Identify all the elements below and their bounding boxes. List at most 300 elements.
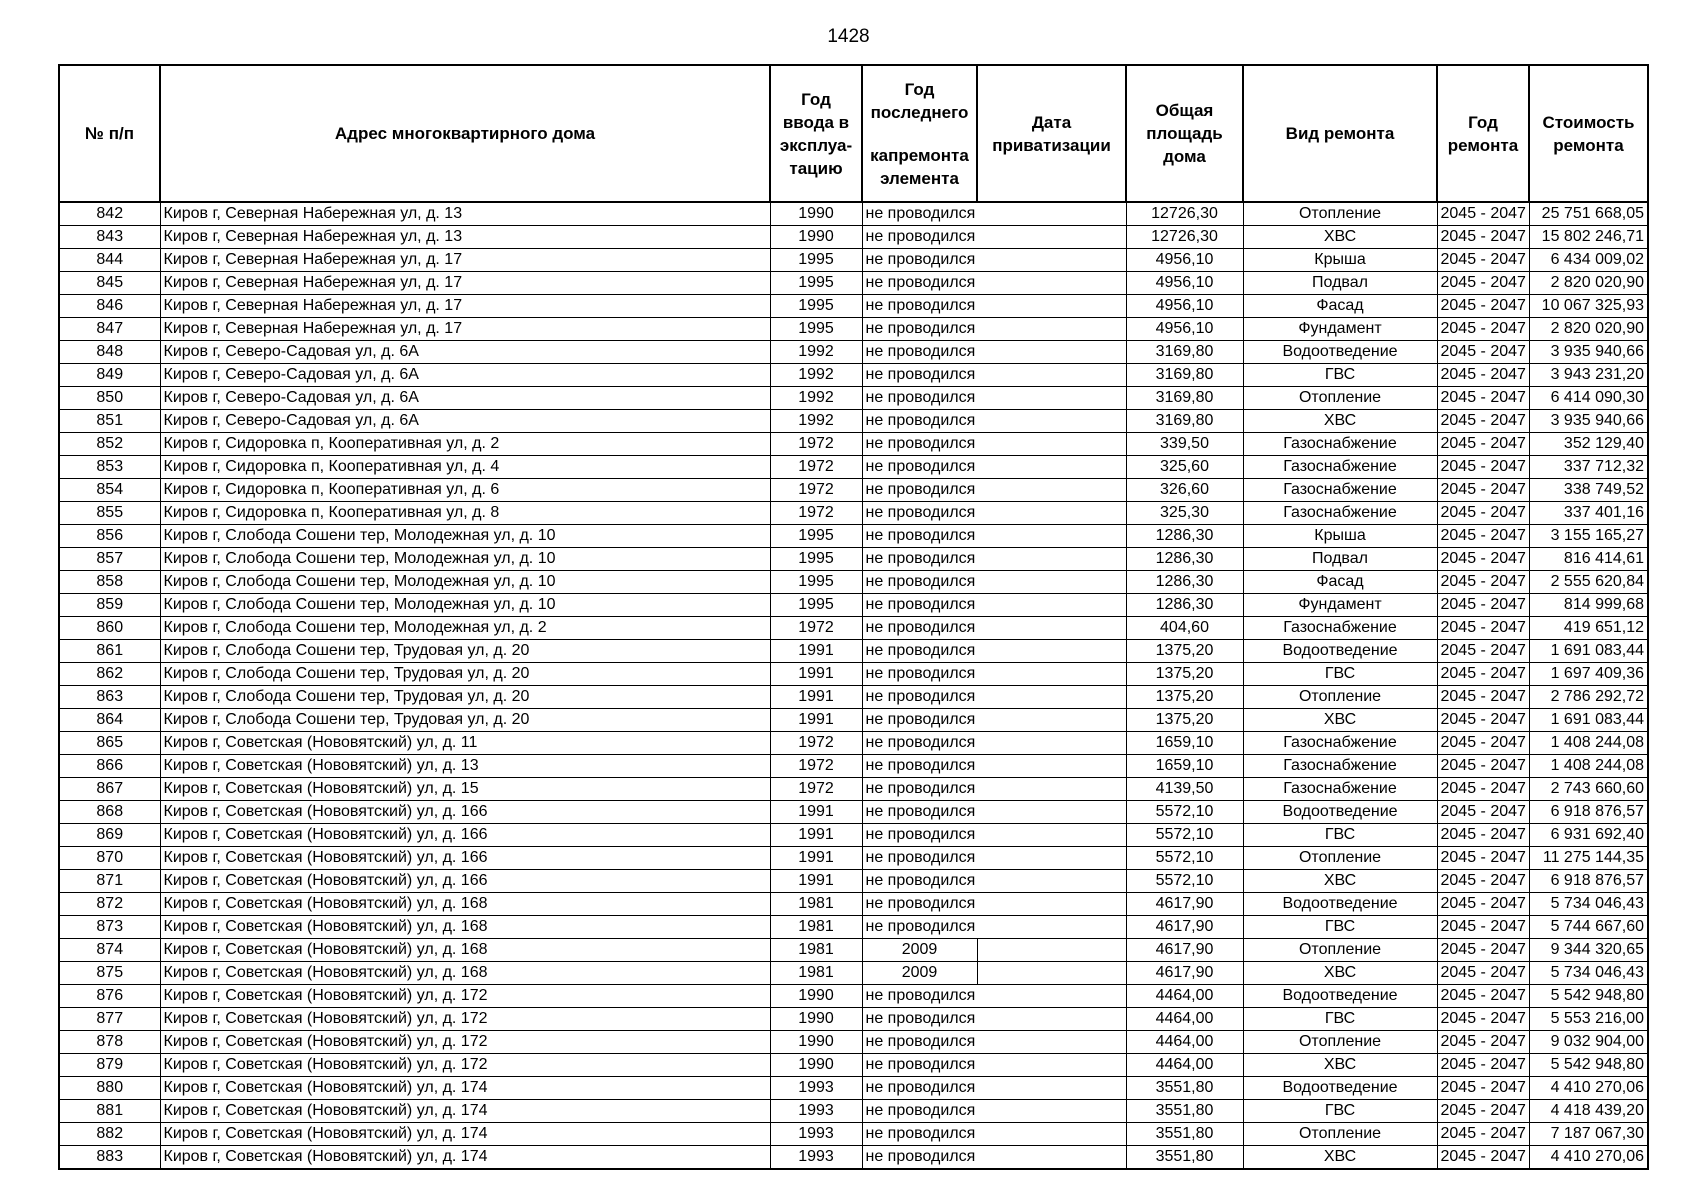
cell-repair-year: 2045 - 2047: [1437, 479, 1529, 502]
cell-repair-type: Водоотведение: [1243, 985, 1437, 1008]
cell-repair-type: Газоснабжение: [1243, 433, 1437, 456]
cell-repair-type: ХВС: [1243, 1146, 1437, 1170]
table-row: [59, 709, 1648, 732]
cell-privatization: [977, 985, 1126, 1008]
table-row: [59, 341, 1648, 364]
cell-year-built: 1995: [770, 318, 862, 341]
cell-repair-cost: 6 918 876,57: [1529, 870, 1648, 893]
cell-repair-cost: 816 414,61: [1529, 548, 1648, 571]
cell-last-repair: не проводился: [862, 1054, 977, 1077]
cell-repair-type: Водоотведение: [1243, 341, 1437, 364]
header-num: № п/п: [59, 65, 160, 202]
cell-repair-type: Отопление: [1243, 847, 1437, 870]
table-row: [59, 1054, 1648, 1077]
cell-address: Киров г, Слобода Сошени тер, Трудовая ул, д. 20: [160, 640, 770, 663]
cell-repair-cost: 9 344 320,65: [1529, 939, 1648, 962]
cell-last-repair: не проводился: [862, 847, 977, 870]
cell-repair-cost: 5 553 216,00: [1529, 1008, 1648, 1031]
cell-area: 4464,00: [1126, 1008, 1243, 1031]
cell-address: Киров г, Советская (Нововятский) ул, д. 166: [160, 870, 770, 893]
cell-repair-year: 2045 - 2047: [1437, 410, 1529, 433]
cell-privatization: [977, 387, 1126, 410]
cell-num: 872: [59, 893, 160, 916]
cell-repair-cost: 6 931 692,40: [1529, 824, 1648, 847]
cell-last-repair: не проводился: [862, 732, 977, 755]
cell-last-repair: не проводился: [862, 1077, 977, 1100]
cell-repair-type: ГВС: [1243, 663, 1437, 686]
cell-repair-type: Отопление: [1243, 202, 1437, 226]
cell-repair-type: Водоотведение: [1243, 801, 1437, 824]
cell-year-built: 1992: [770, 410, 862, 433]
cell-num: 865: [59, 732, 160, 755]
cell-area: 4617,90: [1126, 962, 1243, 985]
cell-year-built: 1990: [770, 1054, 862, 1077]
cell-address: Киров г, Слобода Сошени тер, Молодежная ул, д. 10: [160, 594, 770, 617]
cell-privatization: [977, 226, 1126, 249]
cell-last-repair: не проводился: [862, 801, 977, 824]
cell-last-repair: не проводился: [862, 249, 977, 272]
cell-area: 5572,10: [1126, 847, 1243, 870]
cell-year-built: 1993: [770, 1146, 862, 1170]
cell-address: Киров г, Слобода Сошени тер, Молодежная ул, д. 2: [160, 617, 770, 640]
cell-privatization: [977, 1100, 1126, 1123]
cell-repair-type: Газоснабжение: [1243, 502, 1437, 525]
cell-repair-type: ХВС: [1243, 226, 1437, 249]
cell-num: 877: [59, 1008, 160, 1031]
table-row: [59, 847, 1648, 870]
cell-year-built: 1981: [770, 916, 862, 939]
cell-repair-cost: 2 820 020,90: [1529, 318, 1648, 341]
cell-last-repair: не проводился: [862, 1123, 977, 1146]
cell-last-repair: не проводился: [862, 548, 977, 571]
cell-repair-type: Фундамент: [1243, 318, 1437, 341]
cell-repair-cost: 5 734 046,43: [1529, 962, 1648, 985]
cell-num: 843: [59, 226, 160, 249]
cell-repair-year: 2045 - 2047: [1437, 272, 1529, 295]
cell-num: 883: [59, 1146, 160, 1170]
cell-privatization: [977, 870, 1126, 893]
header-last-repair-bottom: капремонта элемента: [870, 145, 969, 188]
cell-privatization: [977, 548, 1126, 571]
cell-address: Киров г, Северная Набережная ул, д. 17: [160, 272, 770, 295]
cell-address: Киров г, Советская (Нововятский) ул, д. 174: [160, 1077, 770, 1100]
cell-repair-cost: 7 187 067,30: [1529, 1123, 1648, 1146]
cell-area: 325,60: [1126, 456, 1243, 479]
cell-area: 325,30: [1126, 502, 1243, 525]
cell-area: 1375,20: [1126, 709, 1243, 732]
cell-area: 4956,10: [1126, 249, 1243, 272]
cell-num: 875: [59, 962, 160, 985]
cell-repair-year: 2045 - 2047: [1437, 870, 1529, 893]
cell-year-built: 1992: [770, 364, 862, 387]
table-row: [59, 663, 1648, 686]
header-year-built: Год ввода в эксплуа-тацию: [770, 65, 862, 202]
cell-repair-type: Отопление: [1243, 1031, 1437, 1054]
cell-repair-year: 2045 - 2047: [1437, 916, 1529, 939]
cell-num: 880: [59, 1077, 160, 1100]
cell-privatization: [977, 847, 1126, 870]
cell-last-repair: не проводился: [862, 870, 977, 893]
cell-area: 4956,10: [1126, 272, 1243, 295]
cell-year-built: 1992: [770, 341, 862, 364]
cell-num: 847: [59, 318, 160, 341]
cell-area: 1286,30: [1126, 571, 1243, 594]
cell-address: Киров г, Слобода Сошени тер, Молодежная ул, д. 10: [160, 571, 770, 594]
cell-repair-year: 2045 - 2047: [1437, 1031, 1529, 1054]
cell-area: 1659,10: [1126, 732, 1243, 755]
table-row: [59, 686, 1648, 709]
cell-repair-cost: 2 743 660,60: [1529, 778, 1648, 801]
cell-year-built: 1972: [770, 778, 862, 801]
cell-repair-year: 2045 - 2047: [1437, 778, 1529, 801]
cell-repair-year: 2045 - 2047: [1437, 341, 1529, 364]
cell-repair-type: ГВС: [1243, 1100, 1437, 1123]
cell-year-built: 1991: [770, 824, 862, 847]
cell-area: 5572,10: [1126, 824, 1243, 847]
cell-last-repair: не проводился: [862, 1008, 977, 1031]
cell-repair-year: 2045 - 2047: [1437, 318, 1529, 341]
cell-year-built: 1981: [770, 939, 862, 962]
cell-address: Киров г, Советская (Нововятский) ул, д. 174: [160, 1146, 770, 1170]
cell-num: 876: [59, 985, 160, 1008]
cell-repair-cost: 2 555 620,84: [1529, 571, 1648, 594]
cell-repair-year: 2045 - 2047: [1437, 1077, 1529, 1100]
cell-address: Киров г, Северная Набережная ул, д. 17: [160, 249, 770, 272]
cell-privatization: [977, 202, 1126, 226]
table-row: [59, 617, 1648, 640]
cell-address: Киров г, Северная Набережная ул, д. 13: [160, 202, 770, 226]
cell-address: Киров г, Слобода Сошени тер, Трудовая ул, д. 20: [160, 686, 770, 709]
table-row: [59, 479, 1648, 502]
cell-year-built: 1990: [770, 226, 862, 249]
cell-repair-cost: 5 542 948,80: [1529, 1054, 1648, 1077]
cell-repair-year: 2045 - 2047: [1437, 663, 1529, 686]
cell-privatization: [977, 640, 1126, 663]
cell-area: 3551,80: [1126, 1146, 1243, 1170]
cell-repair-cost: 6 434 009,02: [1529, 249, 1648, 272]
cell-last-repair: не проводился: [862, 456, 977, 479]
cell-area: 12726,30: [1126, 226, 1243, 249]
cell-privatization: [977, 962, 1126, 985]
cell-repair-cost: 3 943 231,20: [1529, 364, 1648, 387]
table-row: [59, 295, 1648, 318]
table-row: [59, 755, 1648, 778]
cell-area: 3551,80: [1126, 1123, 1243, 1146]
cell-last-repair: не проводился: [862, 1146, 977, 1170]
cell-repair-year: 2045 - 2047: [1437, 548, 1529, 571]
cell-privatization: [977, 295, 1126, 318]
cell-num: 854: [59, 479, 160, 502]
cell-num: 856: [59, 525, 160, 548]
cell-privatization: [977, 318, 1126, 341]
cell-last-repair: не проводился: [862, 479, 977, 502]
repair-schedule-table: [58, 64, 1649, 1170]
cell-repair-cost: 4 410 270,06: [1529, 1146, 1648, 1170]
cell-repair-cost: 5 734 046,43: [1529, 893, 1648, 916]
header-repair-cost: Стоимость ремонта: [1529, 65, 1648, 202]
header-last-repair-year: [862, 65, 977, 202]
cell-last-repair: не проводился: [862, 387, 977, 410]
cell-repair-type: Крыша: [1243, 249, 1437, 272]
cell-num: 842: [59, 202, 160, 226]
header-privatization-date: Дата приватизации: [977, 65, 1126, 202]
cell-privatization: [977, 479, 1126, 502]
cell-year-built: 1993: [770, 1100, 862, 1123]
cell-repair-cost: 2 786 292,72: [1529, 686, 1648, 709]
table-row: [59, 939, 1648, 962]
cell-area: 4617,90: [1126, 893, 1243, 916]
cell-privatization: [977, 663, 1126, 686]
cell-repair-year: 2045 - 2047: [1437, 962, 1529, 985]
cell-privatization: [977, 502, 1126, 525]
cell-repair-cost: 4 418 439,20: [1529, 1100, 1648, 1123]
cell-area: 4139,50: [1126, 778, 1243, 801]
cell-repair-type: Газоснабжение: [1243, 755, 1437, 778]
cell-year-built: 1991: [770, 663, 862, 686]
cell-year-built: 1991: [770, 686, 862, 709]
cell-num: 867: [59, 778, 160, 801]
cell-privatization: [977, 1077, 1126, 1100]
cell-privatization: [977, 755, 1126, 778]
cell-year-built: 1991: [770, 847, 862, 870]
table-row: [59, 985, 1648, 1008]
cell-year-built: 1993: [770, 1077, 862, 1100]
cell-area: 1286,30: [1126, 548, 1243, 571]
cell-last-repair: не проводился: [862, 640, 977, 663]
cell-area: 339,50: [1126, 433, 1243, 456]
cell-year-built: 1990: [770, 985, 862, 1008]
cell-num: 844: [59, 249, 160, 272]
cell-privatization: [977, 571, 1126, 594]
cell-address: Киров г, Советская (Нововятский) ул, д. 13: [160, 755, 770, 778]
cell-repair-type: Отопление: [1243, 686, 1437, 709]
cell-num: 882: [59, 1123, 160, 1146]
cell-address: Киров г, Северная Набережная ул, д. 13: [160, 226, 770, 249]
table-row: [59, 456, 1648, 479]
cell-repair-cost: 1 408 244,08: [1529, 755, 1648, 778]
cell-area: 1286,30: [1126, 525, 1243, 548]
cell-last-repair: не проводился: [862, 318, 977, 341]
table-row: [59, 778, 1648, 801]
cell-privatization: [977, 433, 1126, 456]
table-body: [59, 202, 1648, 1169]
cell-repair-type: ХВС: [1243, 1054, 1437, 1077]
cell-address: Киров г, Сидоровка п, Кооперативная ул, д. 8: [160, 502, 770, 525]
cell-address: Киров г, Северная Набережная ул, д. 17: [160, 318, 770, 341]
cell-repair-type: ГВС: [1243, 916, 1437, 939]
cell-privatization: [977, 1008, 1126, 1031]
cell-area: 4956,10: [1126, 295, 1243, 318]
table-row: [59, 962, 1648, 985]
cell-repair-year: 2045 - 2047: [1437, 1054, 1529, 1077]
table-row: [59, 433, 1648, 456]
cell-address: Киров г, Северо-Садовая ул, д. 6А: [160, 387, 770, 410]
cell-num: 858: [59, 571, 160, 594]
cell-last-repair: не проводился: [862, 1031, 977, 1054]
cell-repair-year: 2045 - 2047: [1437, 1123, 1529, 1146]
cell-last-repair: 2009: [862, 962, 977, 985]
cell-privatization: [977, 939, 1126, 962]
cell-repair-year: 2045 - 2047: [1437, 847, 1529, 870]
cell-privatization: [977, 686, 1126, 709]
header-address: Адрес многоквартирного дома: [160, 65, 770, 202]
table-row: [59, 571, 1648, 594]
cell-last-repair: не проводился: [862, 663, 977, 686]
cell-num: 862: [59, 663, 160, 686]
cell-repair-cost: 11 275 144,35: [1529, 847, 1648, 870]
cell-last-repair: не проводился: [862, 755, 977, 778]
cell-last-repair: не проводился: [862, 1100, 977, 1123]
cell-privatization: [977, 456, 1126, 479]
cell-repair-cost: 338 749,52: [1529, 479, 1648, 502]
cell-year-built: 1995: [770, 272, 862, 295]
cell-privatization: [977, 1123, 1126, 1146]
cell-repair-type: Крыша: [1243, 525, 1437, 548]
cell-last-repair: не проводился: [862, 364, 977, 387]
header-repair-year: Год ремонта: [1437, 65, 1529, 202]
cell-repair-cost: 1 691 083,44: [1529, 709, 1648, 732]
cell-repair-year: 2045 - 2047: [1437, 387, 1529, 410]
cell-address: Киров г, Советская (Нововятский) ул, д. 166: [160, 801, 770, 824]
cell-repair-year: 2045 - 2047: [1437, 801, 1529, 824]
cell-address: Киров г, Слобода Сошени тер, Молодежная ул, д. 10: [160, 548, 770, 571]
cell-num: 869: [59, 824, 160, 847]
cell-repair-year: 2045 - 2047: [1437, 502, 1529, 525]
cell-repair-cost: 5 744 667,60: [1529, 916, 1648, 939]
cell-repair-year: 2045 - 2047: [1437, 824, 1529, 847]
cell-area: 5572,10: [1126, 801, 1243, 824]
cell-repair-type: Газоснабжение: [1243, 479, 1437, 502]
cell-address: Киров г, Советская (Нововятский) ул, д. 172: [160, 1008, 770, 1031]
table-row: [59, 387, 1648, 410]
cell-year-built: 1972: [770, 456, 862, 479]
cell-year-built: 1972: [770, 617, 862, 640]
cell-area: 1286,30: [1126, 594, 1243, 617]
cell-privatization: [977, 1146, 1126, 1170]
cell-privatization: [977, 364, 1126, 387]
cell-last-repair: не проводился: [862, 272, 977, 295]
cell-repair-cost: 6 918 876,57: [1529, 801, 1648, 824]
table-row: [59, 249, 1648, 272]
table-row: [59, 732, 1648, 755]
page-number: 1428: [827, 26, 870, 47]
cell-year-built: 1972: [770, 755, 862, 778]
cell-repair-year: 2045 - 2047: [1437, 1008, 1529, 1031]
cell-privatization: [977, 617, 1126, 640]
cell-area: 4464,00: [1126, 1054, 1243, 1077]
cell-repair-year: 2045 - 2047: [1437, 456, 1529, 479]
table-row: [59, 893, 1648, 916]
cell-repair-year: 2045 - 2047: [1437, 202, 1529, 226]
cell-repair-cost: 337 401,16: [1529, 502, 1648, 525]
cell-num: 845: [59, 272, 160, 295]
cell-repair-type: Газоснабжение: [1243, 617, 1437, 640]
cell-area: 3551,80: [1126, 1100, 1243, 1123]
cell-repair-year: 2045 - 2047: [1437, 617, 1529, 640]
cell-privatization: [977, 893, 1126, 916]
cell-num: 861: [59, 640, 160, 663]
cell-repair-year: 2045 - 2047: [1437, 755, 1529, 778]
cell-privatization: [977, 709, 1126, 732]
cell-area: 326,60: [1126, 479, 1243, 502]
cell-num: 868: [59, 801, 160, 824]
table-row: [59, 272, 1648, 295]
cell-repair-cost: 419 651,12: [1529, 617, 1648, 640]
cell-num: 850: [59, 387, 160, 410]
cell-year-built: 1991: [770, 709, 862, 732]
cell-address: Киров г, Советская (Нововятский) ул, д. 168: [160, 939, 770, 962]
cell-repair-year: 2045 - 2047: [1437, 364, 1529, 387]
cell-privatization: [977, 410, 1126, 433]
cell-num: 857: [59, 548, 160, 571]
cell-privatization: [977, 916, 1126, 939]
cell-num: 864: [59, 709, 160, 732]
cell-repair-year: 2045 - 2047: [1437, 640, 1529, 663]
cell-year-built: 1972: [770, 502, 862, 525]
cell-last-repair: не проводился: [862, 226, 977, 249]
cell-num: 874: [59, 939, 160, 962]
cell-repair-year: 2045 - 2047: [1437, 226, 1529, 249]
cell-area: 3169,80: [1126, 387, 1243, 410]
cell-area: 404,60: [1126, 617, 1243, 640]
cell-repair-year: 2045 - 2047: [1437, 594, 1529, 617]
table-row: [59, 594, 1648, 617]
cell-last-repair: не проводился: [862, 594, 977, 617]
cell-address: Киров г, Северная Набережная ул, д. 17: [160, 295, 770, 318]
cell-area: 3169,80: [1126, 364, 1243, 387]
cell-address: Киров г, Советская (Нововятский) ул, д. 166: [160, 847, 770, 870]
cell-num: 866: [59, 755, 160, 778]
cell-last-repair: не проводился: [862, 525, 977, 548]
cell-year-built: 1995: [770, 548, 862, 571]
table-row: [59, 410, 1648, 433]
table-row: [59, 1146, 1648, 1170]
table-row: [59, 525, 1648, 548]
cell-repair-type: Водоотведение: [1243, 1077, 1437, 1100]
cell-repair-cost: 814 999,68: [1529, 594, 1648, 617]
cell-last-repair: не проводился: [862, 571, 977, 594]
cell-repair-type: Отопление: [1243, 1123, 1437, 1146]
cell-repair-type: Водоотведение: [1243, 893, 1437, 916]
table-row: [59, 824, 1648, 847]
cell-last-repair: не проводился: [862, 916, 977, 939]
cell-privatization: [977, 525, 1126, 548]
cell-repair-year: 2045 - 2047: [1437, 1100, 1529, 1123]
cell-num: 851: [59, 410, 160, 433]
cell-privatization: [977, 732, 1126, 755]
cell-repair-cost: 2 820 020,90: [1529, 272, 1648, 295]
cell-address: Киров г, Советская (Нововятский) ул, д. 174: [160, 1100, 770, 1123]
cell-repair-cost: 25 751 668,05: [1529, 202, 1648, 226]
cell-repair-type: Отопление: [1243, 939, 1437, 962]
cell-year-built: 1972: [770, 433, 862, 456]
cell-address: Киров г, Советская (Нововятский) ул, д. 174: [160, 1123, 770, 1146]
cell-address: Киров г, Советская (Нововятский) ул, д. 11: [160, 732, 770, 755]
cell-repair-year: 2045 - 2047: [1437, 433, 1529, 456]
cell-privatization: [977, 1054, 1126, 1077]
cell-address: Киров г, Советская (Нововятский) ул, д. 166: [160, 824, 770, 847]
cell-repair-type: ХВС: [1243, 709, 1437, 732]
cell-num: 849: [59, 364, 160, 387]
table-row: [59, 1100, 1648, 1123]
cell-repair-year: 2045 - 2047: [1437, 249, 1529, 272]
cell-last-repair: не проводился: [862, 686, 977, 709]
cell-repair-year: 2045 - 2047: [1437, 939, 1529, 962]
table-row: [59, 801, 1648, 824]
table-row: [59, 1123, 1648, 1146]
cell-area: 4464,00: [1126, 985, 1243, 1008]
cell-repair-cost: 1 697 409,36: [1529, 663, 1648, 686]
